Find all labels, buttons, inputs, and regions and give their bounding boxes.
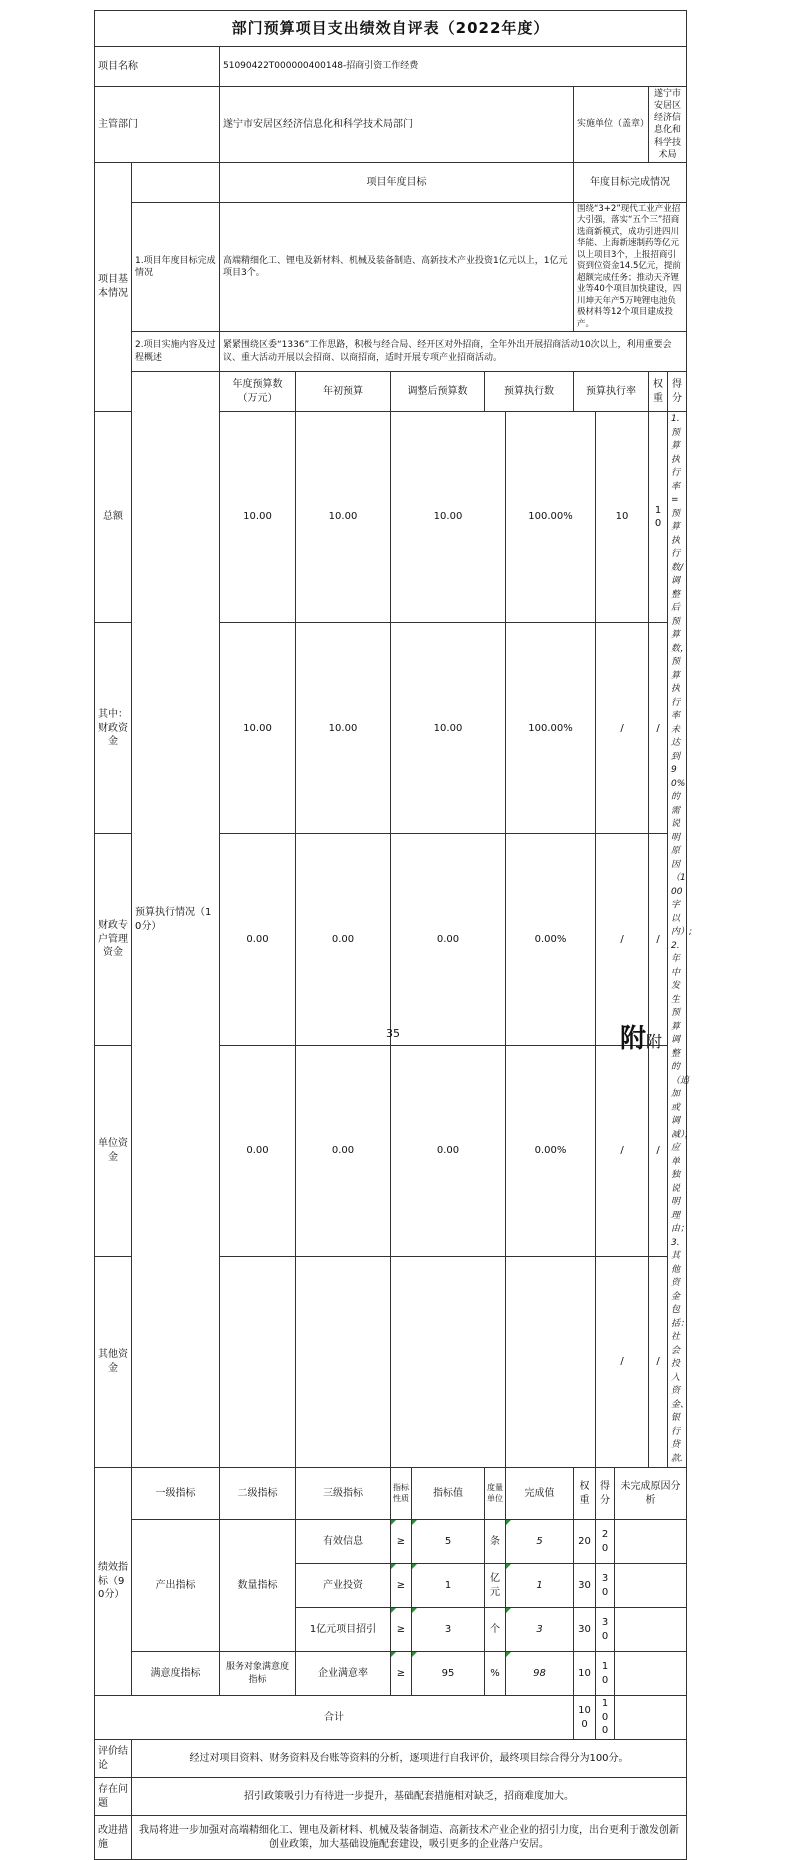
perf-header-8: 得分: [596, 1468, 615, 1520]
budget-row-initial: 10.00: [220, 623, 296, 834]
budget-row-adjusted: 10.00: [296, 412, 391, 623]
budget-row-rate: 100.00%: [506, 623, 596, 834]
perf-level2-output: 数量指标: [220, 1520, 296, 1652]
basic-item2-label: 2.项目实施内容及过程概述: [132, 332, 220, 372]
project-name: 51090422T000000400148-招商引资工作经费: [220, 47, 687, 87]
improve-text: 我局将进一步加强对高端精细化工、锂电及新材料、机械及装备制造、高新技术产业企业的招引力度，出台更利于激发创新创业政策，加大基础设施配套建设，吸引更多的企业落户安居。: [132, 1816, 687, 1860]
basic-blank: [132, 162, 220, 202]
perf-sat-reason: [615, 1652, 687, 1696]
budget-row-rate: 0.00%: [506, 834, 596, 1045]
dept-label: 主管部门: [95, 87, 220, 163]
budget-row-weight: /: [596, 834, 649, 1045]
budget-row-name: 其中：财政资金: [95, 623, 132, 834]
dept-value: 遂宁市安居区经济信息化和科学技术局部门: [220, 87, 574, 163]
perf-row-value: 1: [412, 1564, 485, 1608]
budget-row-name: 单位资金: [95, 1045, 132, 1256]
page-number: 35: [386, 1027, 400, 1040]
budget-row-executed: 10.00: [391, 412, 506, 623]
budget-row-adjusted: 10.00: [296, 623, 391, 834]
basic-target-header: 项目年度目标: [220, 162, 574, 202]
budget-row-rate: [506, 1256, 596, 1467]
budget-row-weight: /: [596, 1045, 649, 1256]
perf-row-nature: ≥: [391, 1608, 412, 1652]
budget-row-initial: 0.00: [220, 1045, 296, 1256]
budget-row-initial: 0.00: [220, 834, 296, 1045]
problem-label: 存在问题: [95, 1778, 132, 1816]
perf-row-unit: 个: [485, 1608, 506, 1652]
perf-sat-score: 10: [596, 1652, 615, 1696]
budget-row-score: /: [649, 834, 668, 1045]
budget-row-executed: 0.00: [391, 1045, 506, 1256]
perf-row-unit: 条: [485, 1520, 506, 1564]
performance-table: [94, 1467, 687, 1860]
perf-sat-value: 95: [412, 1652, 485, 1696]
unit-value: 遂宁市安居区经济信息化和科学技术局: [649, 87, 687, 163]
budget-row-weight: /: [596, 623, 649, 834]
budget-row-adjusted: 0.00: [296, 834, 391, 1045]
budget-row-executed: 0.00: [391, 834, 506, 1045]
perf-row-l3: 1亿元项目招引: [296, 1608, 391, 1652]
perf-header-5: 度量单位: [485, 1468, 506, 1520]
budget-row-weight: /: [596, 1256, 649, 1467]
perf-header-9: 未完成原因分析: [615, 1468, 687, 1520]
unit-label: 实施单位（盖章）: [574, 87, 649, 163]
perf-header-7: 权重: [574, 1468, 596, 1520]
budget-row-name: 其他资金: [95, 1256, 132, 1467]
total-score: 100: [596, 1696, 615, 1740]
perf-header-3: 指标性质: [391, 1468, 412, 1520]
basic-item1-target: 高端精细化工、锂电及新材料、机械及装备制造、高新技术产业投资1亿元以上，1亿元项目3个。: [220, 202, 574, 331]
budget-header-3: 预算执行数: [485, 372, 574, 412]
budget-row-executed: 10.00: [391, 623, 506, 834]
budget-header-4: 预算执行率: [574, 372, 649, 412]
budget-row-adjusted: 0.00: [296, 1045, 391, 1256]
basic-item1-label: 1.项目年度目标完成情况: [132, 202, 220, 331]
project-name-label: 项目名称: [95, 47, 220, 87]
perf-row-reason: [615, 1608, 687, 1652]
attachment-mark: [620, 1018, 662, 1055]
perf-sat-l3: 企业满意率: [296, 1652, 391, 1696]
conclusion-text: 经过对项目资料、财务资料及台账等资料的分析，逐项进行自我评价，最终项目综合得分为100分。: [132, 1740, 687, 1778]
perf-row-weight: 20: [574, 1520, 596, 1564]
perf-row-score: 30: [596, 1564, 615, 1608]
perf-label: 绩效指标（90分）: [95, 1468, 132, 1696]
perf-row-done: 5: [506, 1520, 574, 1564]
perf-row-nature: ≥: [391, 1564, 412, 1608]
total-reason: [615, 1696, 687, 1740]
page-title: 部门预算项目支出绩效自评表（2022年度）: [95, 11, 687, 47]
perf-sat-nature: ≥: [391, 1652, 412, 1696]
perf-header-6: 完成值: [506, 1468, 574, 1520]
budget-row-adjusted: [296, 1256, 391, 1467]
budget-label: 预算执行情况（10分）: [132, 372, 220, 1468]
basic-label: 项目基本情况: [95, 162, 132, 411]
perf-sat-done: 98: [506, 1652, 574, 1696]
perf-row-done: 1: [506, 1564, 574, 1608]
evaluation-table: [94, 10, 694, 1468]
perf-header-0: 一级指标: [132, 1468, 220, 1520]
perf-row-done: 3: [506, 1608, 574, 1652]
budget-row-score: /: [649, 1256, 668, 1467]
perf-row-score: 30: [596, 1608, 615, 1652]
budget-row-name: 财政专户管理资金: [95, 834, 132, 1045]
perf-row-score: 20: [596, 1520, 615, 1564]
budget-header-1: 年初预算: [296, 372, 391, 412]
budget-row-weight: 10: [596, 412, 649, 623]
budget-row-name: 总额: [95, 412, 132, 623]
budget-row-rate: 100.00%: [506, 412, 596, 623]
budget-row-score: /: [649, 1045, 668, 1256]
conclusion-label: 评价结论: [95, 1740, 132, 1778]
improve-label: 改进措施: [95, 1816, 132, 1860]
budget-note: 1.预算执行率=预算执行数/调整后预算数，预算执行率未达到90%的需说明原因（100字以内）;2.年中发生预算调整的（追加或调减），应单独说明理由；3.其他资金包括：社会投入资金、银行贷款.: [668, 412, 687, 1468]
budget-header-0: 年度预算数（万元）: [220, 372, 296, 412]
attachment-mark-small: 附: [646, 1032, 663, 1051]
budget-row-initial: [220, 1256, 296, 1467]
perf-row-weight: 30: [574, 1608, 596, 1652]
basic-item2-text: 紧紧围绕区委“1336”工作思路，积极与经合局、经开区对外招商，全年外出开展招商活动10次以上，利用重要会议、重大活动开展以会招商、以商招商，适时开展专项产业招商活动。: [220, 332, 687, 372]
basic-done-header: 年度目标完成情况: [574, 162, 687, 202]
budget-header-5: 权重: [649, 372, 668, 412]
perf-row-nature: ≥: [391, 1520, 412, 1564]
budget-row-score: /: [649, 623, 668, 834]
perf-row-reason: [615, 1564, 687, 1608]
perf-sat-weight: 10: [574, 1652, 596, 1696]
budget-row-executed: [391, 1256, 506, 1467]
perf-row-value: 3: [412, 1608, 485, 1652]
perf-header-2: 三级指标: [296, 1468, 391, 1520]
perf-sat-l1: 满意度指标: [132, 1652, 220, 1696]
perf-row-unit: 亿元: [485, 1564, 506, 1608]
perf-row-l3: 有效信息: [296, 1520, 391, 1564]
perf-row-l3: 产业投资: [296, 1564, 391, 1608]
problem-text: 招引政策吸引力有待进一步提升，基础配套措施相对缺乏，招商难度加大。: [132, 1778, 687, 1816]
attachment-mark-bold: 附: [620, 1024, 647, 1054]
total-weight: 100: [574, 1696, 596, 1740]
budget-row-score: 10: [649, 412, 668, 623]
perf-row-reason: [615, 1520, 687, 1564]
budget-row-rate: 0.00%: [506, 1045, 596, 1256]
budget-header-2: 调整后预算数: [391, 372, 485, 412]
perf-sat-l2: 服务对象满意度指标: [220, 1652, 296, 1696]
perf-row-weight: 30: [574, 1564, 596, 1608]
total-label: 合计: [95, 1696, 574, 1740]
basic-item1-done: 围绕“3+2”现代工业产业招大引强，落实“五个三”招商选商新模式，成功引进四川华能、上海新速制药等亿元以上项目3个，上报招商引资到位资金14.5亿元，提前超额完成任务；推动天齐锂业等40个项目加快建设，四川坤天年产5万吨锂电池负极材料等12个项目建成投产。: [574, 202, 687, 331]
perf-level1-output: 产出指标: [132, 1520, 220, 1652]
perf-sat-unit: %: [485, 1652, 506, 1696]
perf-header-4: 指标值: [412, 1468, 485, 1520]
budget-row-initial: 10.00: [220, 412, 296, 623]
perf-header-1: 二级指标: [220, 1468, 296, 1520]
perf-row-value: 5: [412, 1520, 485, 1564]
budget-header-6: 得分: [668, 372, 687, 412]
